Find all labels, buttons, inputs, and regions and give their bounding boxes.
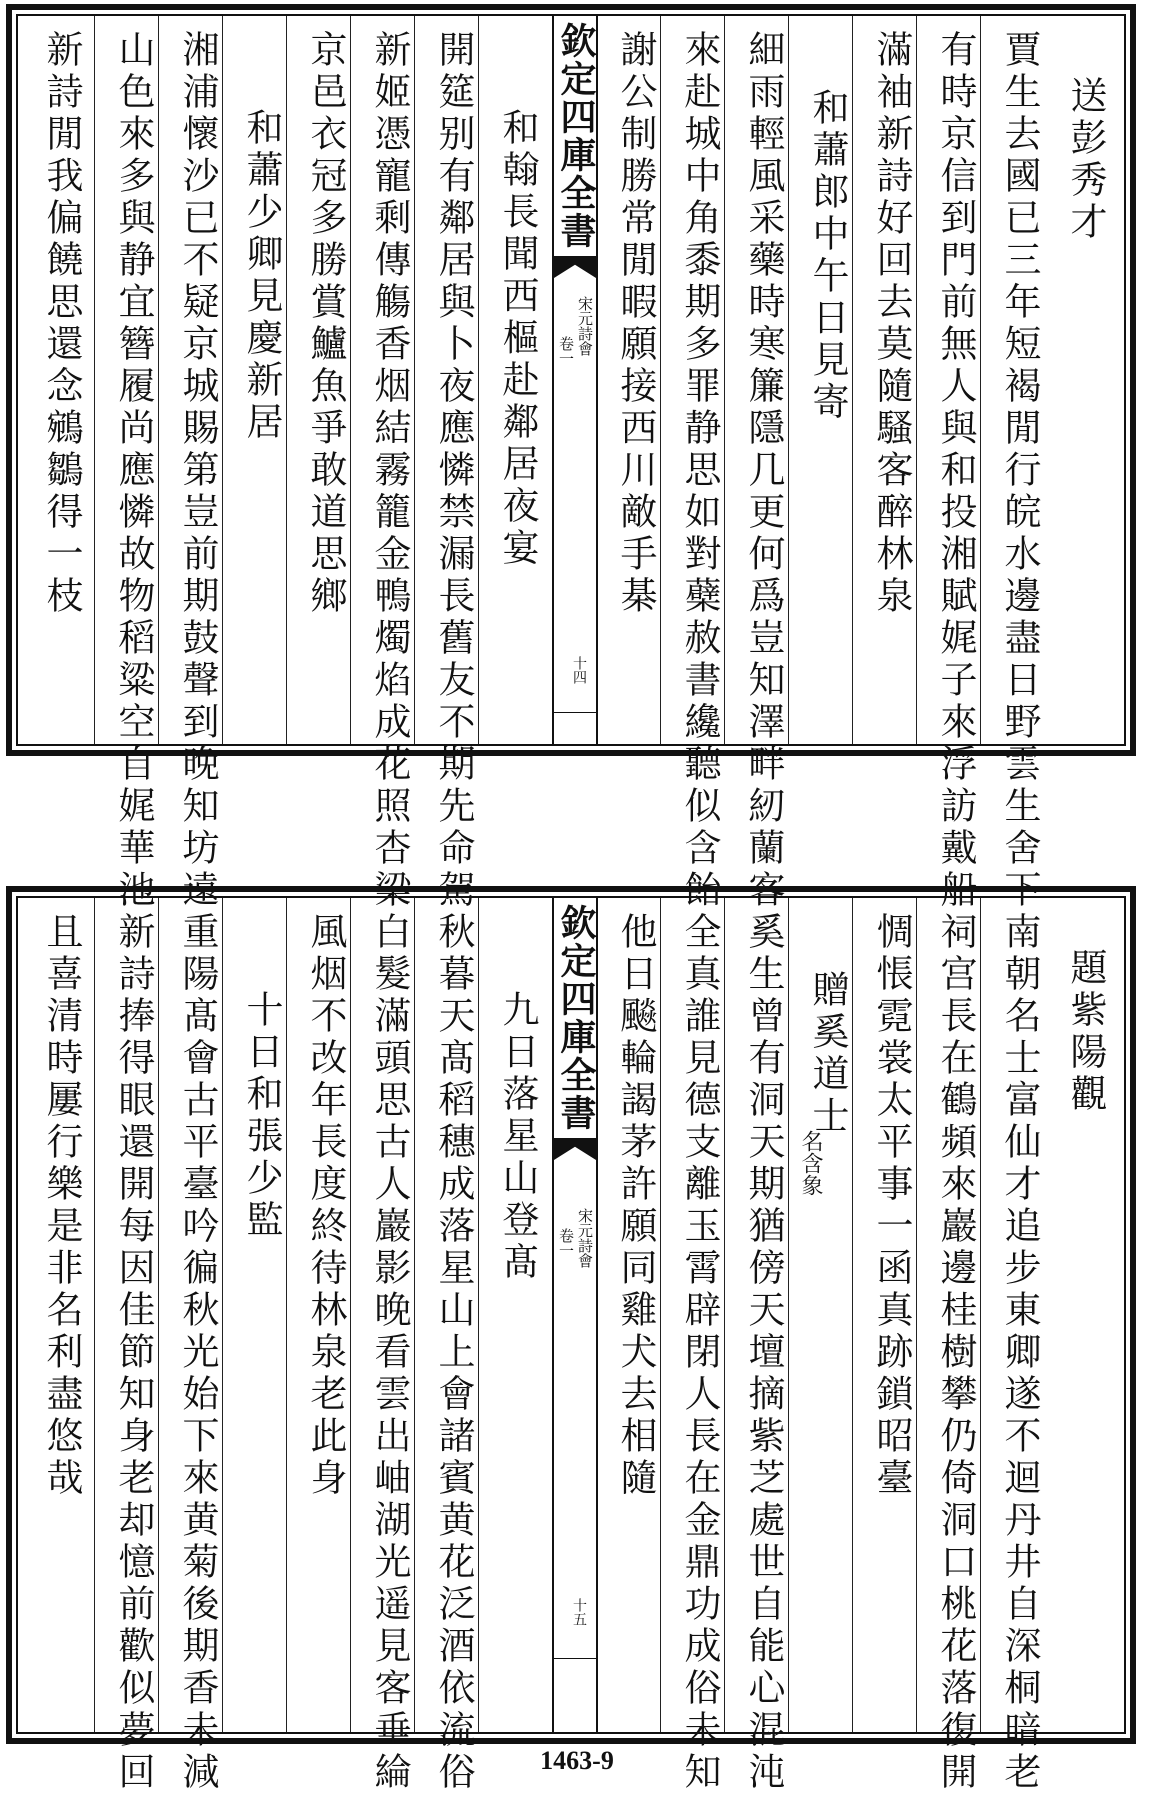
library-title: 欽定四庫全書 xyxy=(555,22,597,250)
center-rule xyxy=(554,712,596,713)
column-rule xyxy=(94,898,95,1732)
poem-line: 有時京信到門前無人與和投湘賦娓子來浮訪戴船 xyxy=(934,30,977,912)
text-column xyxy=(420,16,486,912)
poem-line: 南朝名士富仙才追步東卿遂不迴丹井自深桐暗老 xyxy=(998,912,1041,1794)
library-title: 欽定四庫全書 xyxy=(555,904,597,1132)
poem-line: 滿袖新詩好回去莫隨騷客醉林泉 xyxy=(870,30,913,618)
text-column xyxy=(228,16,294,744)
text-column xyxy=(356,898,422,1794)
text-column xyxy=(164,898,230,1794)
text-column xyxy=(922,898,988,1794)
text-column xyxy=(730,898,796,1794)
text-column xyxy=(794,16,860,744)
poem-line: 祠宫長在鶴頻來巖邊桂樹攀仍倚洞口桃花落復開 xyxy=(934,912,977,1794)
poem-title: 十日和張少監 xyxy=(240,990,283,1242)
text-column xyxy=(28,16,94,744)
poem-line: 新詩閒我偏饒思還念鵷鶵得一枝 xyxy=(40,30,83,618)
center-rule xyxy=(554,1658,596,1659)
text-column xyxy=(986,898,1052,1794)
volume-number: 卷一 xyxy=(557,336,575,366)
text-column xyxy=(484,898,550,1732)
volume-number: 卷一 xyxy=(557,1228,575,1258)
text-column xyxy=(28,898,94,1732)
text-column xyxy=(858,16,924,744)
text-column xyxy=(356,16,422,912)
column-rule xyxy=(94,16,95,744)
poem-line: 謝公制勝常閒暇願接西川敵手棊 xyxy=(614,30,657,618)
poem-title: 和蕭郎中午日見寄 xyxy=(806,88,849,424)
poem-line: 且喜清時屢行樂是非名利盡悠哉 xyxy=(40,912,83,1500)
poem-title: 贈奚道士 xyxy=(806,970,849,1138)
text-column xyxy=(666,898,732,1794)
poem-line: 風烟不改年長度終待林泉老此身 xyxy=(304,912,347,1500)
page-number: 十四 xyxy=(571,656,587,684)
poem-line: 細雨輕風采藥時寒簾隱几更何爲豈知澤畔紉蘭客 xyxy=(742,30,785,912)
text-column xyxy=(292,898,358,1732)
poem-line: 他日飈輪謁茅許願同雞犬去相隨 xyxy=(614,912,657,1500)
page-number: 十五 xyxy=(571,1598,587,1626)
poem-line: 重陽髙會古平臺吟徧秋光始下來黄菊後期香未減 xyxy=(176,912,219,1794)
text-column xyxy=(228,898,294,1732)
text-column xyxy=(100,16,166,912)
poem-line: 秋暮天髙稻穗成落星山上會諸賓黄花泛酒依流俗 xyxy=(432,912,475,1794)
text-column xyxy=(730,16,796,912)
center-margin xyxy=(552,898,598,1732)
poem-line: 奚生曾有洞天期猶傍天壇摘紫芝處世自能心混沌 xyxy=(742,912,785,1794)
poem-line: 全真誰見德支離玉霄辟閉人長在金鼎功成俗未知 xyxy=(678,912,721,1794)
book-title: 宋元詩會 xyxy=(576,296,594,356)
poem-line: 湘浦懷沙已不疑京城賜第豈前期鼓聲到晚知坊遠 xyxy=(176,30,219,912)
poem-title: 九日落星山登髙 xyxy=(496,990,539,1284)
text-column xyxy=(164,16,230,912)
poem-line: 賈生去國已三年短褐閒行皖水邊盡日野雲生舍下 xyxy=(998,30,1041,912)
poem-line: 京邑衣冠多勝賞鱸魚爭敢道思鄉 xyxy=(304,30,347,618)
text-column xyxy=(484,16,550,744)
text-column xyxy=(420,898,486,1794)
poem-line: 新詩捧得眼還開每因佳節知身老却憶前歡似夢回 xyxy=(112,912,155,1794)
poem-line: 山色來多與静宜簪履尚應憐故物稻粱空自娓華池 xyxy=(112,30,155,912)
text-column xyxy=(922,16,988,912)
fish-tail-mark xyxy=(554,1138,596,1160)
text-column xyxy=(602,898,668,1732)
center-margin xyxy=(552,16,598,744)
text-column xyxy=(1052,898,1118,1732)
top-page-frame xyxy=(16,14,1126,912)
text-column xyxy=(858,898,924,1732)
book-title: 宋元詩會 xyxy=(576,1208,594,1268)
poem-line: 開筵别有鄰居與卜夜應憐禁漏長舊友不期先命駕 xyxy=(432,30,475,912)
text-column xyxy=(100,898,166,1794)
poem-title: 題紫陽觀 xyxy=(1064,948,1107,1116)
text-column xyxy=(1052,16,1118,744)
poem-title: 和翰長聞西樞赴鄰居夜宴 xyxy=(496,108,539,570)
text-column xyxy=(794,898,860,1732)
poem-line: 來赴城中角黍期多罪静思如對蘗赦書纔聽似含飴 xyxy=(678,30,721,912)
poem-title: 送彭秀才 xyxy=(1064,76,1107,244)
poem-title: 和蕭少卿見慶新居 xyxy=(240,108,283,444)
poem-line: 白髮滿頭思古人巖影晚看雲出岫湖光遥見客垂綸 xyxy=(368,912,411,1794)
poem-line: 新姬憑寵剩傳觴香烟結霧籠金鴨燭焰成花照杏梁 xyxy=(368,30,411,912)
page-footer-number: 1463-9 xyxy=(540,1746,614,1775)
author-note: 名含象 xyxy=(798,1130,823,1196)
text-column xyxy=(666,16,732,912)
poem-line: 惆悵霓裳太平事一函真跡鎖昭臺 xyxy=(870,912,913,1500)
top-page xyxy=(6,4,1136,912)
fish-tail-mark xyxy=(554,256,596,278)
text-column xyxy=(292,16,358,744)
text-column xyxy=(602,16,668,744)
text-column xyxy=(986,16,1052,912)
